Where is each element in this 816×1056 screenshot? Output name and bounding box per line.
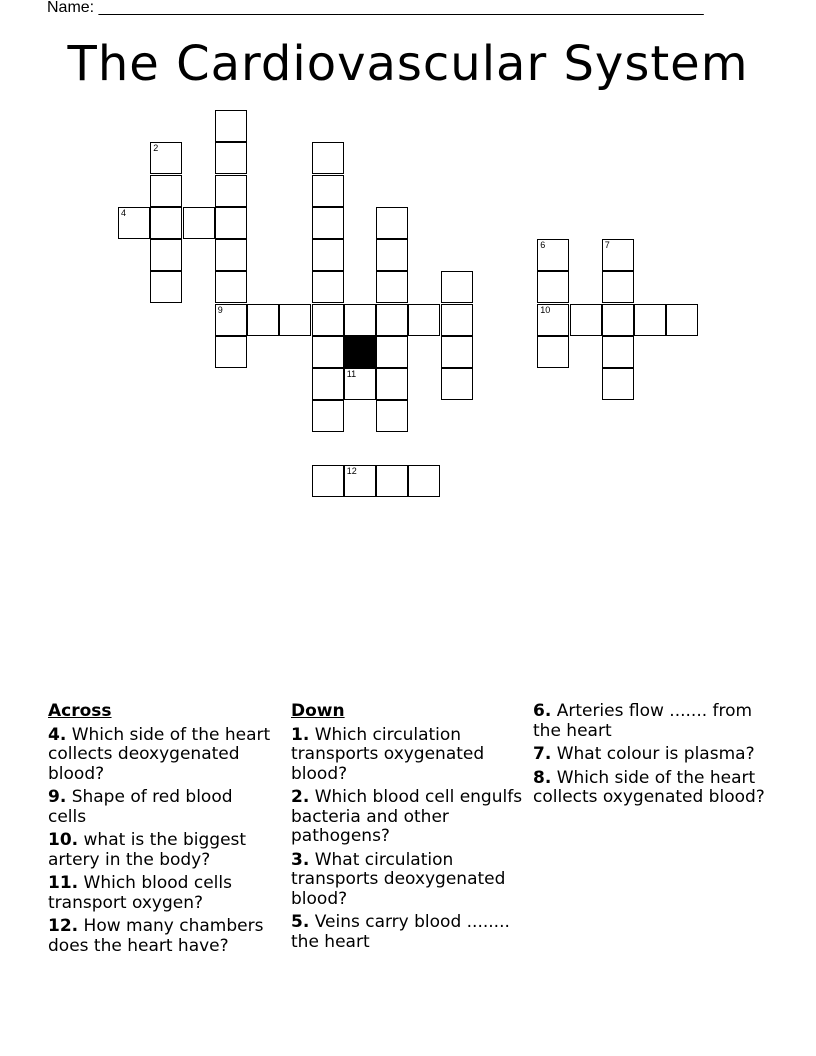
grid-cell[interactable] xyxy=(312,239,344,271)
grid-cell[interactable] xyxy=(408,304,440,336)
grid-cell[interactable] xyxy=(376,400,408,432)
grid-cell[interactable] xyxy=(344,465,376,497)
grid-cell[interactable] xyxy=(312,142,344,174)
clue-number: 11 xyxy=(346,369,357,379)
grid-cell[interactable] xyxy=(602,239,634,271)
grid-cell[interactable] xyxy=(312,368,344,400)
grid-cell[interactable] xyxy=(408,465,440,497)
grid-cell[interactable] xyxy=(376,239,408,271)
clue-down-5: 5. Veins carry blood ........ the heart xyxy=(291,912,510,952)
grid-cell[interactable] xyxy=(215,207,247,239)
name-line[interactable]: Name: ____________________________________________________________________ xyxy=(47,0,704,16)
grid-cell[interactable] xyxy=(344,368,376,400)
grid-cell[interactable] xyxy=(215,175,247,207)
clue-number: 12 xyxy=(346,465,357,476)
clue-down-2: 2. Which blood cell engulfs bacteria and other pathogens? xyxy=(291,787,523,846)
grid-cell[interactable] xyxy=(376,368,408,400)
grid-cell[interactable] xyxy=(312,207,344,239)
clue-down-7: 7. What colour is plasma? xyxy=(533,744,755,764)
down-heading: Down xyxy=(291,701,345,721)
grid-cell[interactable] xyxy=(150,207,182,239)
grid-cell[interactable] xyxy=(247,304,279,336)
down-clues xyxy=(291,702,523,956)
clue-number: 4 xyxy=(121,207,127,218)
grid-cell[interactable] xyxy=(441,368,473,400)
grid-cell[interactable] xyxy=(150,142,182,174)
grid-cell[interactable] xyxy=(312,175,344,207)
clue-across-12: 12. How many chambers does the heart have? xyxy=(48,916,264,956)
grid-cell[interactable] xyxy=(150,271,182,303)
grid-cell[interactable] xyxy=(312,400,344,432)
grid-cell[interactable] xyxy=(376,207,408,239)
clue-down-8: 8. Which side of the heart collects oxygenated blood? xyxy=(533,767,765,807)
clue-across-11: 11. Which blood cells transport oxygen? xyxy=(48,873,232,913)
down-clues-continued xyxy=(533,702,773,812)
grid-cell[interactable] xyxy=(312,465,344,497)
grid-cell[interactable] xyxy=(602,368,634,400)
grid-cell[interactable] xyxy=(344,304,376,336)
grid-cell[interactable] xyxy=(634,304,666,336)
clue-number: 7 xyxy=(604,240,610,250)
grid-cell[interactable] xyxy=(441,336,473,368)
grid-cell[interactable] xyxy=(376,465,408,497)
grid-cell[interactable] xyxy=(150,239,182,271)
grid-cell[interactable] xyxy=(215,142,247,174)
grid-cell[interactable] xyxy=(666,304,698,336)
grid-cell[interactable] xyxy=(215,336,247,368)
grid-cell[interactable] xyxy=(537,336,569,368)
grid-block xyxy=(344,336,376,368)
grid-cell[interactable] xyxy=(376,271,408,303)
grid-cell[interactable] xyxy=(537,271,569,303)
grid-cell[interactable] xyxy=(602,271,634,303)
clue-down-1: 1. Which circulation transports oxygenated blood? xyxy=(291,724,485,784)
grid-cell[interactable] xyxy=(570,304,602,336)
grid-cell[interactable] xyxy=(312,304,344,336)
grid-cell[interactable] xyxy=(118,207,150,239)
clue-number: 9 xyxy=(217,304,223,315)
grid-cell[interactable] xyxy=(441,271,473,303)
across-clues xyxy=(48,702,273,960)
grid-cell[interactable] xyxy=(183,207,215,239)
across-heading: Across xyxy=(48,701,112,721)
clue-number: 10 xyxy=(540,304,551,315)
grid-cell[interactable] xyxy=(376,336,408,368)
page-title: The Cardiovascular System xyxy=(67,36,749,92)
grid-cell[interactable] xyxy=(537,304,569,336)
clue-number: 6 xyxy=(540,240,546,250)
clue-across-4: 4. Which side of the heart collects deoxygenated blood? xyxy=(48,724,271,784)
clue-number: 2 xyxy=(153,143,159,154)
grid-cell[interactable] xyxy=(602,304,634,336)
crossword-grid xyxy=(0,0,816,520)
grid-cell[interactable] xyxy=(215,271,247,303)
grid-cell[interactable] xyxy=(150,175,182,207)
clue-across-10: 10. what is the biggest artery in the body? xyxy=(48,830,247,870)
grid-cell[interactable] xyxy=(279,304,311,336)
grid-cell[interactable] xyxy=(215,110,247,142)
clue-across-9: 9. Shape of red blood cells xyxy=(48,787,233,827)
grid-cell[interactable] xyxy=(441,304,473,336)
grid-cell[interactable] xyxy=(376,304,408,336)
clue-down-3: 3. What circulation transports deoxygenated blood? xyxy=(291,849,506,909)
grid-cell[interactable] xyxy=(602,336,634,368)
grid-cell[interactable] xyxy=(215,304,247,336)
grid-cell[interactable] xyxy=(537,239,569,271)
clue-down-6: 6. Arteries flow ....... from the heart xyxy=(533,701,753,741)
grid-cell[interactable] xyxy=(312,336,344,368)
grid-cell[interactable] xyxy=(312,271,344,303)
grid-cell[interactable] xyxy=(215,239,247,271)
